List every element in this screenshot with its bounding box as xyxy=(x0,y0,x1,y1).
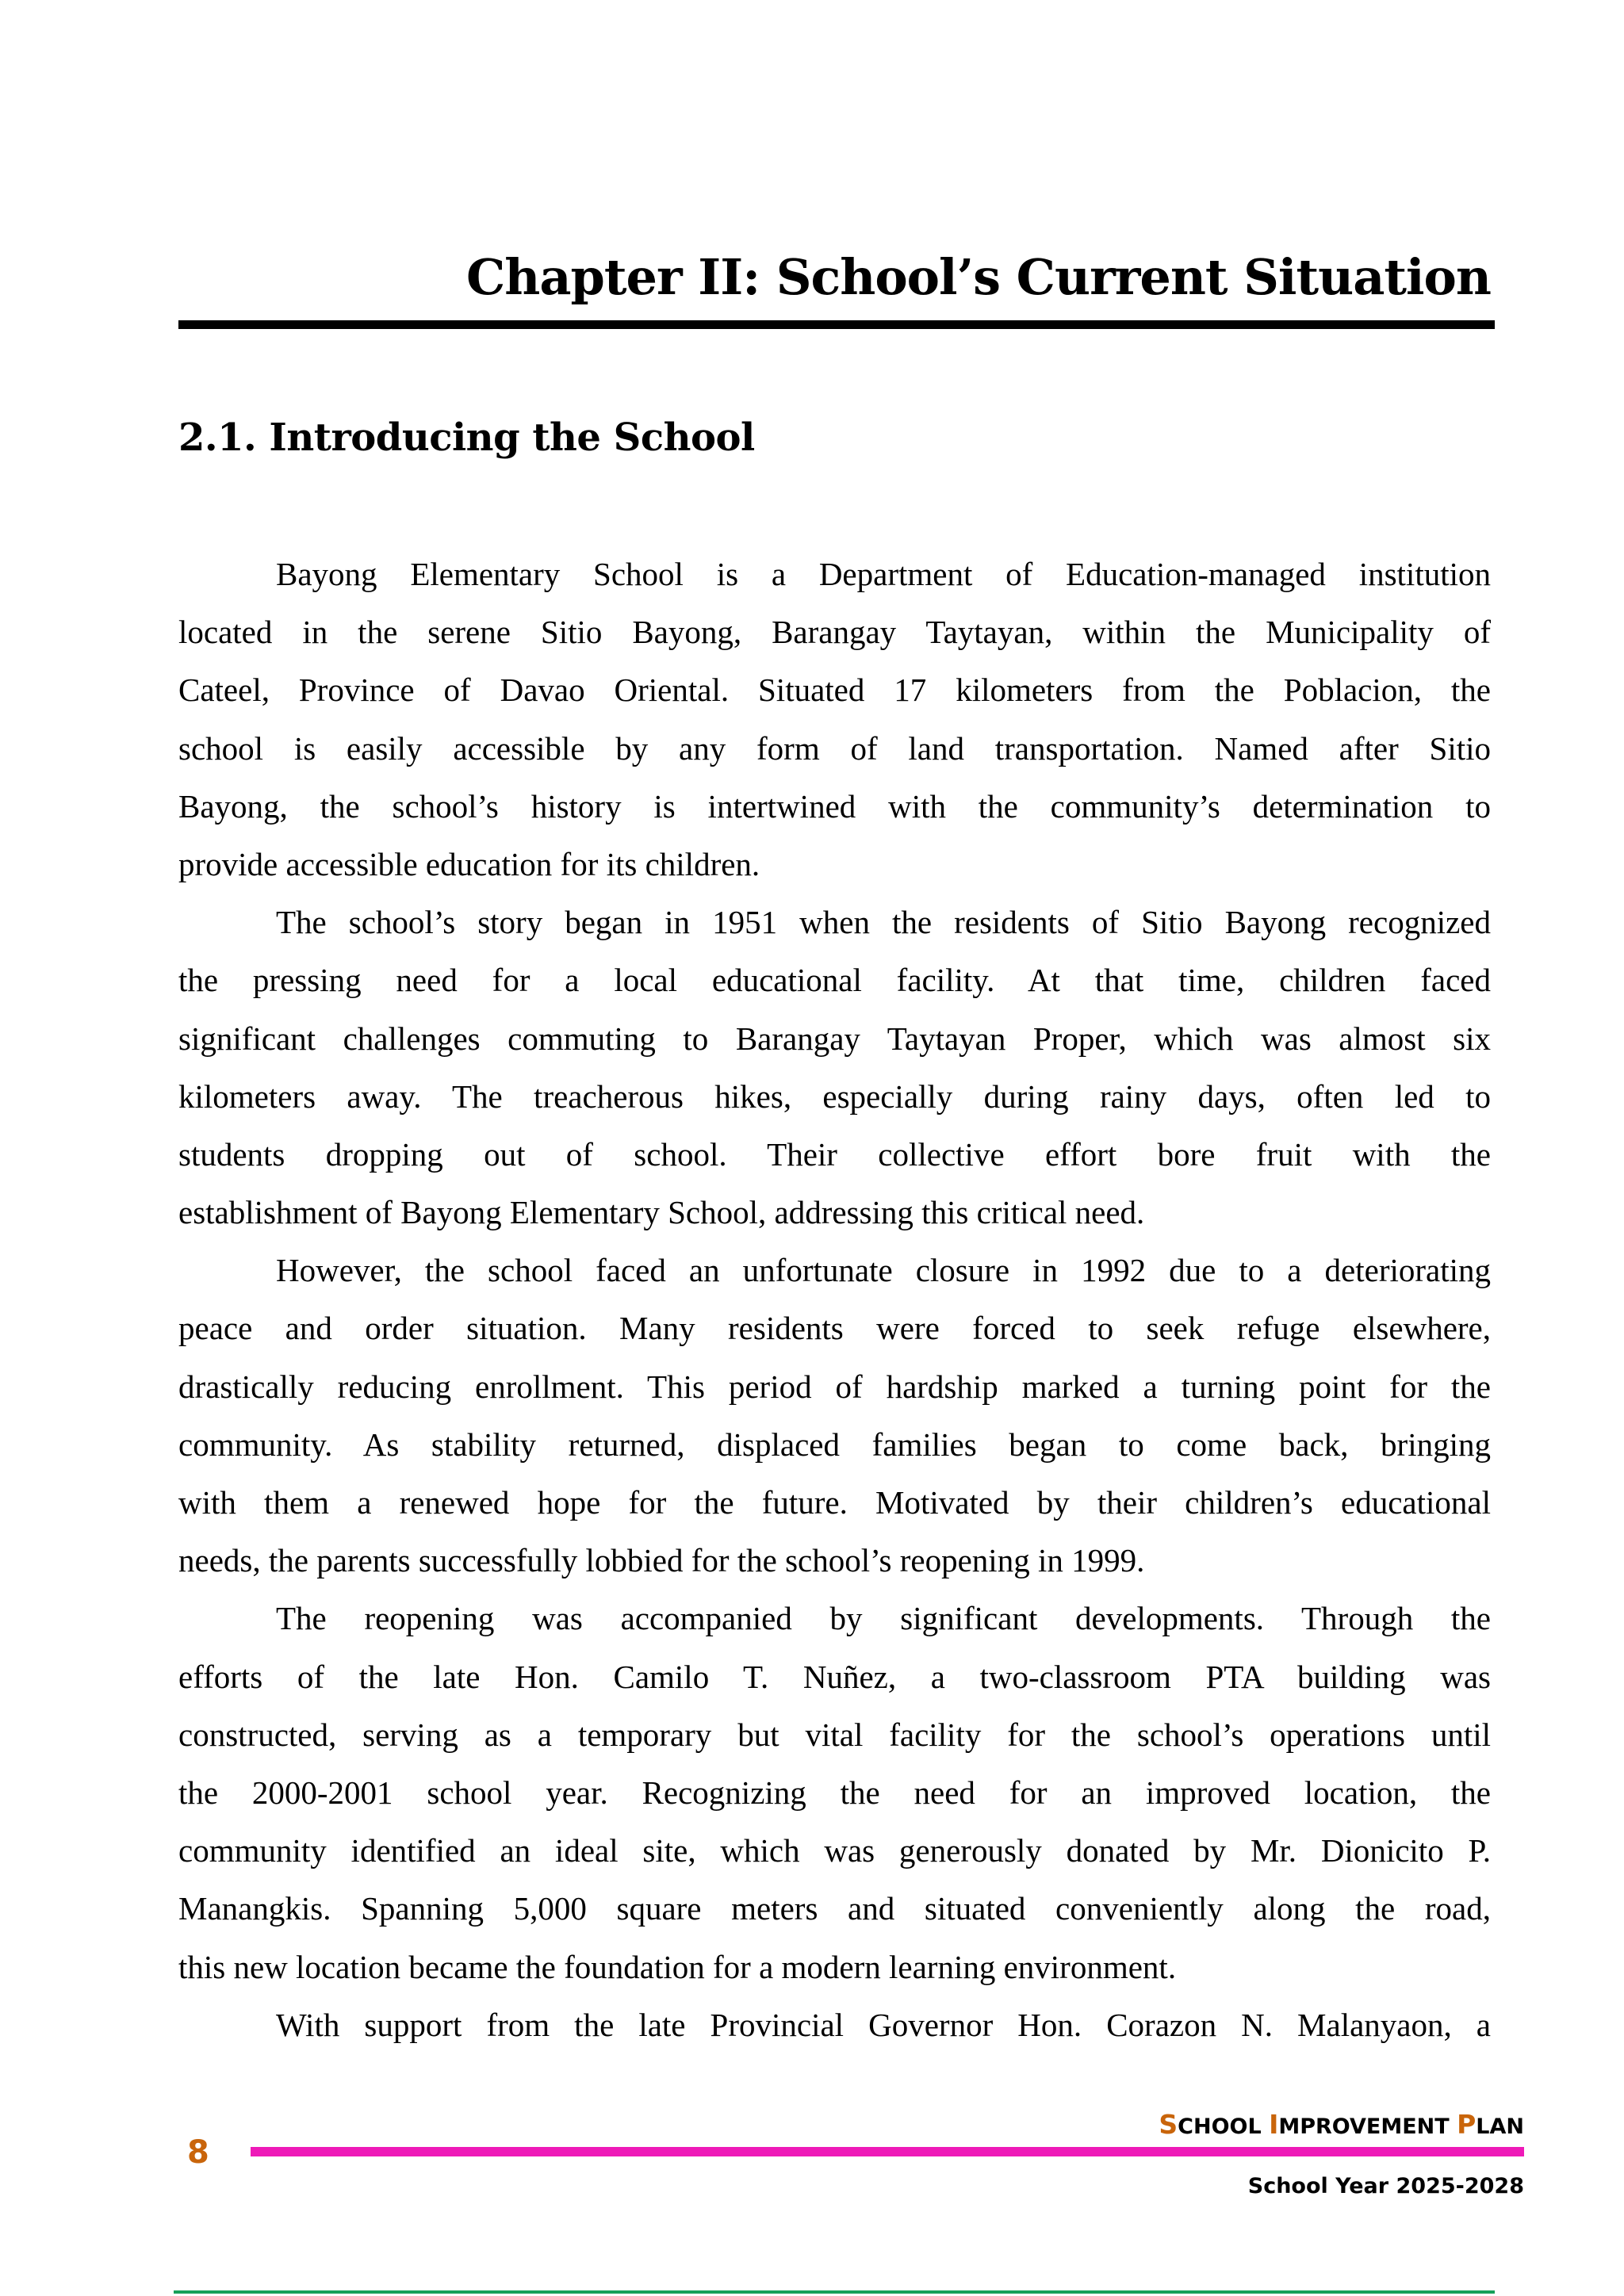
section-title: 2.1. Introducing the School xyxy=(178,415,755,460)
chapter-rule-divider xyxy=(178,320,1495,329)
paragraph xyxy=(178,894,1491,1242)
text-line: Manangkis. Spanning 5,000 square meters and situated conveniently along the road, xyxy=(178,1890,1491,1927)
text-line: needs, the parents successfully lobbied for the school’s reopening in 1999. xyxy=(178,1542,1145,1579)
text-line: school is easily accessible by any form of land transportation. Named after Sitio xyxy=(178,729,1491,767)
page-number: 8 xyxy=(187,2134,209,2171)
text-line: Bayong, the school’s history is intertwined with the community’s determination to xyxy=(178,787,1491,825)
text-line: drastically reducing enrollment. This period of hardship marked a turning point for the xyxy=(178,1368,1491,1405)
paragraph xyxy=(178,545,1491,894)
body-text xyxy=(178,545,1491,2054)
school-year: School Year 2025-2028 xyxy=(1247,2174,1524,2198)
brand-word: CHOOL xyxy=(1178,2114,1270,2139)
text-line: community identified an ideal site, which was generously donated by Mr. Dionicito P. xyxy=(178,1832,1491,1869)
brand-cap: I xyxy=(1269,2109,1279,2140)
text-line: students dropping out of school. Their collective effort bore fruit with the xyxy=(178,1135,1491,1173)
text-line: this new location became the foundation for a modern learning environment. xyxy=(178,1948,1177,1985)
text-line: kilometers away. The treacherous hikes, especially during rainy days, often led to xyxy=(178,1077,1491,1115)
text-line: establishment of Bayong Elementary School, addressing this critical need. xyxy=(178,1194,1145,1231)
footer-bar-divider xyxy=(251,2147,1524,2156)
text-line: The school’s story began in 1951 when the residents of Sitio Bayong recognized xyxy=(276,904,1491,941)
bottom-border-line xyxy=(174,2290,1495,2294)
text-line: provide accessible education for its children. xyxy=(178,845,760,882)
brand-word: LAN xyxy=(1476,2114,1524,2139)
text-line: constructed, serving as a temporary but vital facility for the school’s operations until xyxy=(178,1716,1491,1753)
text-line: located in the serene Sitio Bayong, Barangay Taytayan, within the Municipality of xyxy=(178,614,1491,651)
text-line: the pressing need for a local educational facility. At that time, children faced xyxy=(178,962,1491,999)
brand-cap: P xyxy=(1457,2109,1477,2140)
paragraph xyxy=(178,1590,1491,1996)
text-line: Cateel, Province of Davao Oriental. Situated 17 kilometers from the Poblacion, the xyxy=(178,672,1491,709)
paragraph xyxy=(178,1242,1491,1590)
paragraph xyxy=(178,1996,1491,2054)
brand-word: MPROVEMENT xyxy=(1278,2114,1457,2139)
text-line: With support from the late Provincial Governor Hon. Corazon N. Malanyaon, a xyxy=(276,2006,1491,2043)
text-line: efforts of the late Hon. Camilo T. Nuñez, a two-classroom PTA building was xyxy=(178,1658,1491,1695)
text-line: community. As stability returned, displaced families began to come back, bringing xyxy=(178,1425,1491,1463)
chapter-title: Chapter II: School’s Current Situation xyxy=(465,248,1491,306)
text-line: significant challenges commuting to Barangay Taytayan Proper, which was almost six xyxy=(178,1020,1491,1057)
text-line: with them a renewed hope for the future. Motivated by their children’s educational xyxy=(178,1484,1491,1521)
text-line: However, the school faced an unfortunate closure in 1992 due to a deteriorating xyxy=(276,1252,1491,1289)
text-line: peace and order situation. Many residents were forced to seek refuge elsewhere, xyxy=(178,1310,1491,1347)
text-line: the 2000-2001 school year. Recognizing the need for an improved location, the xyxy=(178,1774,1491,1811)
text-line: Bayong Elementary School is a Department of Education-managed institution xyxy=(276,556,1491,592)
footer-brand xyxy=(1159,2110,1524,2141)
text-line: The reopening was accompanied by significant developments. Through the xyxy=(276,1600,1491,1637)
brand-cap: S xyxy=(1159,2109,1178,2140)
